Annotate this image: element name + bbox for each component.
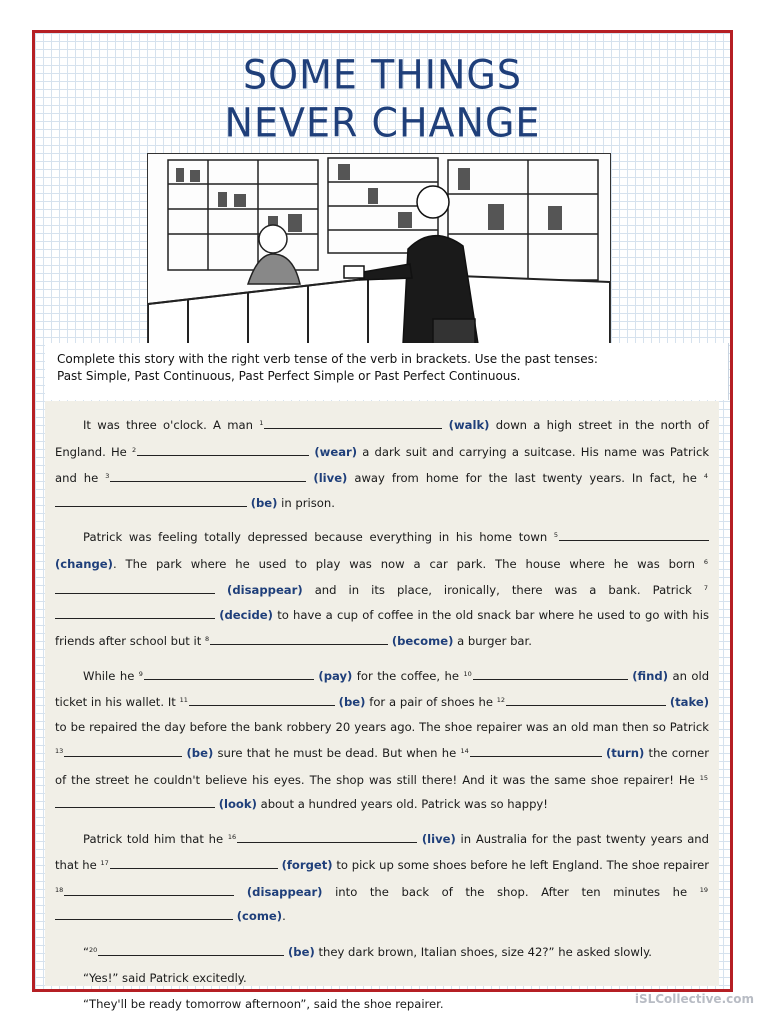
gap-number-4: 4 bbox=[703, 472, 709, 480]
story-text-segment: Patrick told him that he bbox=[83, 831, 224, 846]
verb-hint-20: (be) bbox=[287, 944, 315, 959]
story-text-segment: sure that he must be dead. But when he bbox=[217, 746, 457, 760]
gap-number-16: 16 bbox=[227, 832, 237, 841]
verb-hint-16: (live) bbox=[421, 831, 456, 846]
title-line-1: SOME THINGS bbox=[243, 51, 522, 99]
gap-4[interactable] bbox=[55, 493, 247, 507]
verb-hint-7: (decide) bbox=[219, 607, 273, 622]
gap-number-1: 1 bbox=[259, 419, 264, 427]
gap-18[interactable] bbox=[64, 882, 234, 896]
site-watermark: iSLCollective.com bbox=[634, 992, 754, 1006]
verb-hint-4: (be) bbox=[250, 495, 278, 510]
open-quote: “ bbox=[83, 944, 90, 959]
story-text-segment: to pick up some shoes before he left England. The shoe repairer bbox=[336, 858, 710, 872]
verb-hint-13: (be) bbox=[186, 746, 214, 760]
gap-number-3: 3 bbox=[105, 472, 110, 480]
gap-number-7: 7 bbox=[703, 584, 708, 592]
story-text-segment: a dark suit and carrying a suitcase. His name was Patrick and he bbox=[55, 444, 710, 485]
gap-number-19: 19 bbox=[699, 885, 709, 894]
gap-number-5: 5 bbox=[553, 531, 559, 539]
gap-16[interactable] bbox=[237, 829, 417, 843]
verb-hint-11: (be) bbox=[338, 695, 366, 709]
gap-15[interactable] bbox=[55, 794, 215, 808]
verb-hint-18: (disappear) bbox=[246, 884, 323, 899]
gap-number-10: 10 bbox=[463, 669, 472, 678]
gap-number-9: 9 bbox=[138, 669, 143, 678]
story-paragraph-3 bbox=[55, 662, 709, 817]
gap-number-11: 11 bbox=[179, 696, 188, 704]
verb-hint-2: (wear) bbox=[314, 444, 358, 459]
story-text-segment: . The park where he used to play was now a car park. The house where he was born bbox=[112, 556, 695, 571]
story-text-segment: for the coffee, he bbox=[356, 668, 460, 683]
gap-number-2: 2 bbox=[132, 445, 137, 454]
gap-number-20: 20 bbox=[89, 945, 98, 954]
story-paragraph-4 bbox=[55, 825, 709, 929]
verb-hint-14: (turn) bbox=[605, 746, 645, 760]
dialogue-line-3: “They'll be ready tomorrow afternoon”, said the shoe repairer. bbox=[83, 996, 444, 1011]
gap-number-14: 14 bbox=[460, 747, 469, 755]
dialogue-line-1 bbox=[55, 937, 709, 965]
verb-hint-19: (come) bbox=[236, 909, 283, 923]
title-line-2: NEVER CHANGE bbox=[224, 99, 541, 147]
verb-hint-10: (find) bbox=[632, 668, 668, 683]
verb-hint-12: (take) bbox=[669, 695, 710, 709]
gap-20[interactable] bbox=[98, 942, 284, 956]
gap-8[interactable] bbox=[210, 631, 388, 645]
gap-number-12: 12 bbox=[496, 696, 506, 704]
gap-14[interactable] bbox=[470, 743, 602, 757]
gap-1[interactable] bbox=[264, 415, 442, 429]
story-text-segment: While he bbox=[83, 668, 135, 683]
gap-number-8: 8 bbox=[205, 635, 210, 643]
instructions-box bbox=[45, 343, 729, 400]
gap-7[interactable] bbox=[55, 605, 215, 619]
story-text-segment: and in its place, ironically, there was a bank. Patrick bbox=[314, 583, 692, 597]
story-text-segment: an old ticket in his wallet. It bbox=[55, 668, 710, 709]
story-text-segment: in Australia for the past twenty years and that he bbox=[55, 831, 710, 872]
gap-5[interactable] bbox=[559, 527, 709, 541]
story-text-segment: they dark brown, Italian shoes, size 42?” he asked slowly. bbox=[318, 944, 652, 959]
story-text-segment: It was three o'clock. A man bbox=[83, 418, 253, 432]
story-text-segment: Patrick was feeling totally depressed because everything in his home town bbox=[83, 530, 548, 544]
instructions-line-1: Complete this story with the right verb tense of the verb in brackets. Use the past tenses: bbox=[57, 352, 598, 366]
gap-2[interactable] bbox=[137, 442, 309, 456]
verb-hint-9: (pay) bbox=[318, 668, 353, 683]
story-text-segment: . bbox=[282, 909, 286, 923]
gap-number-18: 18 bbox=[55, 885, 64, 894]
gap-number-6: 6 bbox=[703, 557, 708, 566]
story-text-segment: a burger bar. bbox=[457, 634, 532, 648]
verb-hint-8: (become) bbox=[391, 634, 454, 648]
story-text-segment: to be repaired the day before the bank robbery 20 years ago. The shoe repairer was an old man then so Patrick bbox=[55, 719, 709, 734]
story-text-segment: for a pair of shoes he bbox=[369, 695, 493, 709]
verb-hint-17: (forget) bbox=[281, 858, 333, 872]
verb-hint-6: (disappear) bbox=[227, 583, 303, 597]
gap-9[interactable] bbox=[144, 666, 314, 680]
story-text-segment: the corner of the street he couldn't believe his eyes. The shop was still there! And it was the same shoe repairer! He bbox=[55, 746, 710, 787]
gap-13[interactable] bbox=[64, 743, 182, 757]
verb-hint-15: (look) bbox=[218, 797, 257, 811]
verb-hint-1: (walk) bbox=[448, 418, 490, 432]
gap-17[interactable] bbox=[110, 855, 278, 869]
gap-11[interactable] bbox=[189, 692, 335, 706]
gap-19[interactable] bbox=[55, 906, 233, 920]
story-text-segment: to have a cup of coffee in the old snack bar where he used to go with his friends after school but it bbox=[55, 607, 710, 648]
story-text-segment: in prison. bbox=[281, 495, 335, 510]
gap-number-15: 15 bbox=[699, 773, 709, 782]
instructions-line-2: Past Simple, Past Continuous, Past Perfect Simple or Past Perfect Continuous. bbox=[57, 369, 521, 383]
gap-10[interactable] bbox=[473, 666, 628, 680]
verb-hint-5: (change) bbox=[55, 556, 113, 571]
story-paragraph-1 bbox=[55, 411, 709, 515]
gap-12[interactable] bbox=[506, 692, 666, 706]
story-text-segment: down a high street in the north of England. He bbox=[55, 418, 710, 459]
gap-number-13: 13 bbox=[55, 747, 64, 755]
shop-scene-drawing bbox=[148, 154, 610, 344]
story-text-segment: into the back of the shop. After ten minutes he bbox=[335, 884, 688, 899]
dialogue-line-2: “Yes!” said Patrick excitedly. bbox=[83, 970, 247, 985]
shop-cartoon-illustration bbox=[147, 153, 611, 345]
story-paragraph-2 bbox=[55, 523, 709, 654]
story-text-segment: away from home for the last twenty years. In fact, he bbox=[354, 471, 697, 485]
gap-number-17: 17 bbox=[100, 859, 109, 867]
gap-6[interactable] bbox=[55, 580, 215, 594]
verb-hint-3: (live) bbox=[313, 471, 348, 485]
gap-3[interactable] bbox=[110, 468, 306, 482]
story-text-segment: about a hundred years old. Patrick was so happy! bbox=[260, 797, 548, 811]
